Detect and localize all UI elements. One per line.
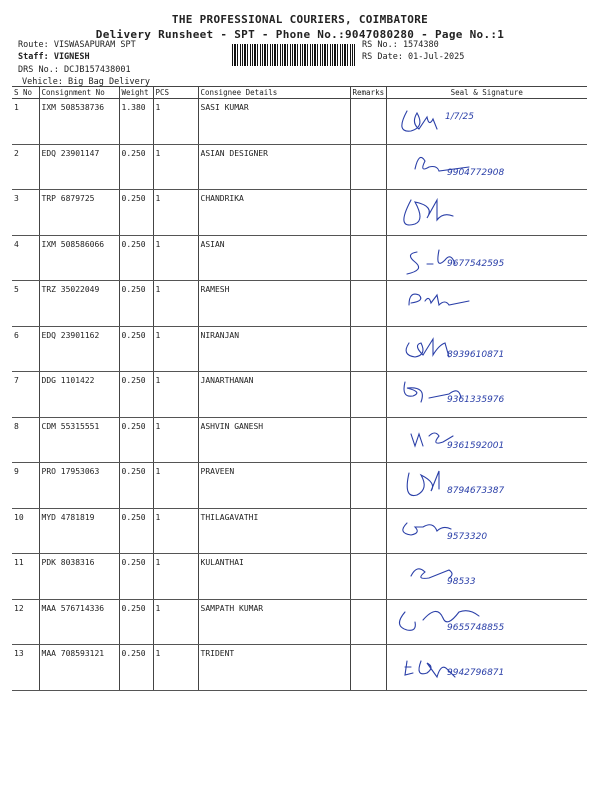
row-sno: 6 — [12, 326, 39, 372]
signature-cell — [386, 235, 587, 281]
table-row — [12, 99, 587, 145]
table-row — [12, 235, 587, 281]
consignee-name: SASI KUMAR — [198, 99, 350, 145]
consignee-name: ASIAN DESIGNER — [198, 144, 350, 190]
consignee-name: CHANDRIKA — [198, 190, 350, 236]
signature-cell — [386, 645, 587, 691]
signature-note: 1/7/25 — [444, 112, 474, 122]
consignee-name: KULANTHAI — [198, 554, 350, 600]
signature-cell — [386, 281, 587, 327]
signature-note: 8794673387 — [446, 486, 504, 496]
signature-cell — [386, 463, 587, 509]
table-row — [12, 554, 587, 600]
header-left-info — [18, 40, 150, 89]
pcs-count: 1 — [153, 144, 198, 190]
drs-text: DRS No.: DCJB157438001 — [18, 65, 131, 75]
remarks-cell — [350, 463, 386, 509]
remarks-cell — [350, 417, 386, 463]
consignment-number: MAA 576714336 — [39, 599, 119, 645]
weight-value: 0.250 — [119, 281, 153, 327]
signature-cell — [386, 99, 587, 145]
table-row — [12, 281, 587, 327]
table-row — [12, 463, 587, 509]
col-header-pcs: PCS — [153, 87, 198, 99]
rs-date-text: RS Date: 01-Jul-2025 — [362, 52, 465, 62]
signature-cell — [386, 417, 587, 463]
pcs-count: 1 — [153, 463, 198, 509]
weight-value: 0.250 — [119, 508, 153, 554]
runsheet-table — [12, 86, 587, 691]
weight-value: 0.250 — [119, 235, 153, 281]
consignment-number: MAA 708593121 — [39, 645, 119, 691]
table-row — [12, 144, 587, 190]
col-header-consignment: Consignment No — [39, 87, 119, 99]
pcs-count: 1 — [153, 417, 198, 463]
remarks-cell — [350, 645, 386, 691]
row-sno: 1 — [12, 99, 39, 145]
signature-note: 9677542595 — [446, 258, 504, 269]
row-sno: 7 — [12, 372, 39, 418]
handwritten-signature — [387, 600, 586, 640]
remarks-cell — [350, 190, 386, 236]
consignee-name: RAMESH — [198, 281, 350, 327]
pcs-count: 1 — [153, 508, 198, 554]
consignee-name: THILAGAVATHI — [198, 508, 350, 554]
handwritten-signature — [387, 99, 586, 139]
weight-value: 0.250 — [119, 645, 153, 691]
remarks-cell — [350, 554, 386, 600]
weight-value: 0.250 — [119, 190, 153, 236]
consignment-number: IXM 508538736 — [39, 99, 119, 145]
row-sno: 5 — [12, 281, 39, 327]
handwritten-signature — [387, 372, 586, 412]
consignment-number: DDG 1101422 — [39, 372, 119, 418]
pcs-count: 1 — [153, 281, 198, 327]
weight-value: 0.250 — [119, 599, 153, 645]
row-sno: 10 — [12, 508, 39, 554]
handwritten-signature — [387, 281, 586, 321]
consignee-name: PRAVEEN — [198, 463, 350, 509]
handwritten-signature — [387, 554, 586, 594]
signature-cell — [386, 599, 587, 645]
consignment-number: PRO 17953063 — [39, 463, 119, 509]
signature-cell — [386, 190, 587, 236]
handwritten-signature — [387, 509, 586, 549]
remarks-cell — [350, 235, 386, 281]
consignment-number: TRZ 35022049 — [39, 281, 119, 327]
col-header-weight: Weight — [119, 87, 153, 99]
table-row — [12, 326, 587, 372]
remarks-cell — [350, 144, 386, 190]
col-header-remarks: Remarks — [350, 87, 386, 99]
signature-cell — [386, 144, 587, 190]
col-header-consignee: Consignee Details — [198, 87, 350, 99]
handwritten-signature — [387, 645, 586, 685]
consignment-number: IXM 508586066 — [39, 235, 119, 281]
handwritten-signature — [387, 463, 586, 503]
signature-note: 8939610871 — [446, 349, 504, 360]
row-sno: 3 — [12, 190, 39, 236]
weight-value: 0.250 — [119, 372, 153, 418]
consignee-name: SAMPATH KUMAR — [198, 599, 350, 645]
consignee-name: NIRANJAN — [198, 326, 350, 372]
consignee-name: ASIAN — [198, 235, 350, 281]
pcs-count: 1 — [153, 554, 198, 600]
row-sno: 2 — [12, 144, 39, 190]
barcode-image — [232, 44, 355, 66]
signature-cell — [386, 554, 587, 600]
remarks-cell — [350, 372, 386, 418]
pcs-count: 1 — [153, 645, 198, 691]
weight-value: 0.250 — [119, 144, 153, 190]
staff-text: Staff: VIGNESH — [18, 52, 90, 62]
rs-number-text: RS No.: 1574380 — [362, 40, 439, 50]
table-row — [12, 645, 587, 691]
handwritten-signature — [387, 327, 586, 367]
consignee-name: TRIDENT — [198, 645, 350, 691]
remarks-cell — [350, 599, 386, 645]
consignment-number: MYD 4781819 — [39, 508, 119, 554]
pcs-count: 1 — [153, 599, 198, 645]
pcs-count: 1 — [153, 190, 198, 236]
row-sno: 8 — [12, 417, 39, 463]
col-header-signature: Seal & Signature — [386, 87, 587, 99]
signature-note: 9904772908 — [446, 167, 504, 178]
consignee-name: ASHVIN GANESH — [198, 417, 350, 463]
signature-note: 9361335976 — [446, 395, 504, 405]
signature-note: 9942796871 — [446, 668, 504, 678]
consignment-number: EDQ 23901162 — [39, 326, 119, 372]
consignment-number: EDQ 23901147 — [39, 144, 119, 190]
row-sno: 4 — [12, 235, 39, 281]
row-sno: 9 — [12, 463, 39, 509]
table-row — [12, 599, 587, 645]
signature-cell — [386, 508, 587, 554]
pcs-count: 1 — [153, 99, 198, 145]
weight-value: 0.250 — [119, 554, 153, 600]
handwritten-signature — [387, 418, 586, 458]
table-row — [12, 508, 587, 554]
remarks-cell — [350, 99, 386, 145]
runsheet-title: THE PROFESSIONAL COURIERS, COIMBATORE — [171, 13, 429, 26]
signature-note: 9655748855 — [446, 622, 504, 633]
row-sno: 12 — [12, 599, 39, 645]
handwritten-signature — [387, 236, 586, 276]
table-row — [12, 372, 587, 418]
row-sno: 13 — [12, 645, 39, 691]
runsheet-subtitle: Delivery Runsheet - SPT - Phone No.:9047080280 - Page No.:1 — [95, 28, 505, 41]
route-text: Route: VISWASAPURAM SPT — [18, 40, 136, 50]
signature-cell — [386, 326, 587, 372]
signature-note: 98533 — [446, 577, 476, 587]
consignment-number: TRP 6879725 — [39, 190, 119, 236]
vehicle-text: Vehicle: Big Bag Delivery — [22, 77, 150, 87]
pcs-count: 1 — [153, 372, 198, 418]
weight-value: 1.380 — [119, 99, 153, 145]
signature-note: 9361592001 — [446, 440, 504, 451]
weight-value: 0.250 — [119, 417, 153, 463]
consignment-number: CDM 55315551 — [39, 417, 119, 463]
header-right-info — [362, 40, 464, 64]
pcs-count: 1 — [153, 326, 198, 372]
row-sno: 11 — [12, 554, 39, 600]
signature-cell — [386, 372, 587, 418]
pcs-count: 1 — [153, 235, 198, 281]
col-header-sno: S No — [12, 87, 39, 99]
table-header-row — [12, 87, 587, 99]
handwritten-signature — [387, 190, 586, 230]
remarks-cell — [350, 508, 386, 554]
remarks-cell — [350, 326, 386, 372]
signature-note: 9573320 — [446, 531, 487, 542]
remarks-cell — [350, 281, 386, 327]
table-row — [12, 417, 587, 463]
consignee-name: JANARTHANAN — [198, 372, 350, 418]
handwritten-signature — [387, 145, 586, 185]
weight-value: 0.250 — [119, 326, 153, 372]
table-row — [12, 190, 587, 236]
weight-value: 0.250 — [119, 463, 153, 509]
consignment-number: PDK 8038316 — [39, 554, 119, 600]
